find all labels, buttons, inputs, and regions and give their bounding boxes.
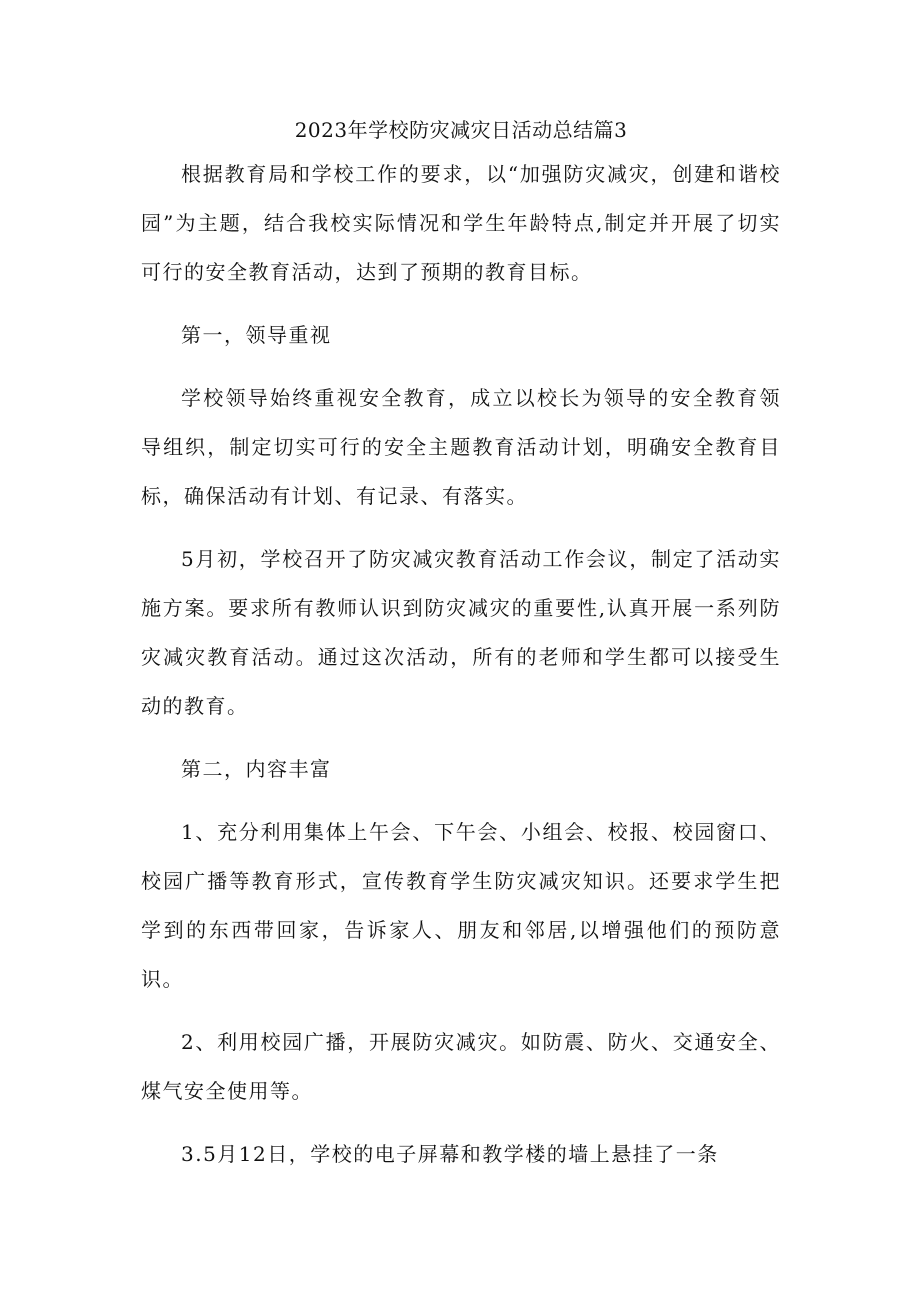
paragraph-may-meeting: 5月初，学校召开了防灾减灾教育活动工作会议，制定了活动实施方案。要求所有教师认识到防灾减灾的重要性,认真开展一系列防灾减灾教育活动。通过这次活动，所有的老师和学生都可以接受生动的教育。 [141,547,781,718]
section-heading-content: 第二，内容丰富 [181,757,332,781]
paragraph-intro: 根据教育局和学校工作的要求，以“加强防灾减灾，创建和谐校园”为主题，结合我校实际情况和学生年龄特点,制定并开展了切实可行的安全教育活动，达到了预期的教育目标。 [141,162,781,284]
paragraph-item-3: 3.5月12日，学校的电子屏幕和教学楼的墙上悬挂了一条 [181,1142,719,1166]
document-title: 2023年学校防灾减灾日活动总结篇3 [294,118,628,142]
document-page [141,114,781,1179]
section-heading-leadership: 第一，领导重视 [181,323,332,347]
paragraph-item-2: 2、利用校园广播，开展防灾减灾。如防震、防火、交通安全、煤气安全使用等。 [141,1030,781,1103]
paragraph-leadership: 学校领导始终重视安全教育，成立以校长为领导的安全教育领导组织，制定切实可行的安全主题教育活动计划，明确安全教育目标，确保活动有计划、有记录、有落实。 [141,386,781,508]
paragraph-item-1: 1、充分利用集体上午会、下午会、小组会、校报、校园窗口、校园广播等教育形式，宣传教育学生防灾减灾知识。还要求学生把学到的东西带回家，告诉家人、朋友和邻居,以增强他们的预防意识。 [141,820,781,991]
